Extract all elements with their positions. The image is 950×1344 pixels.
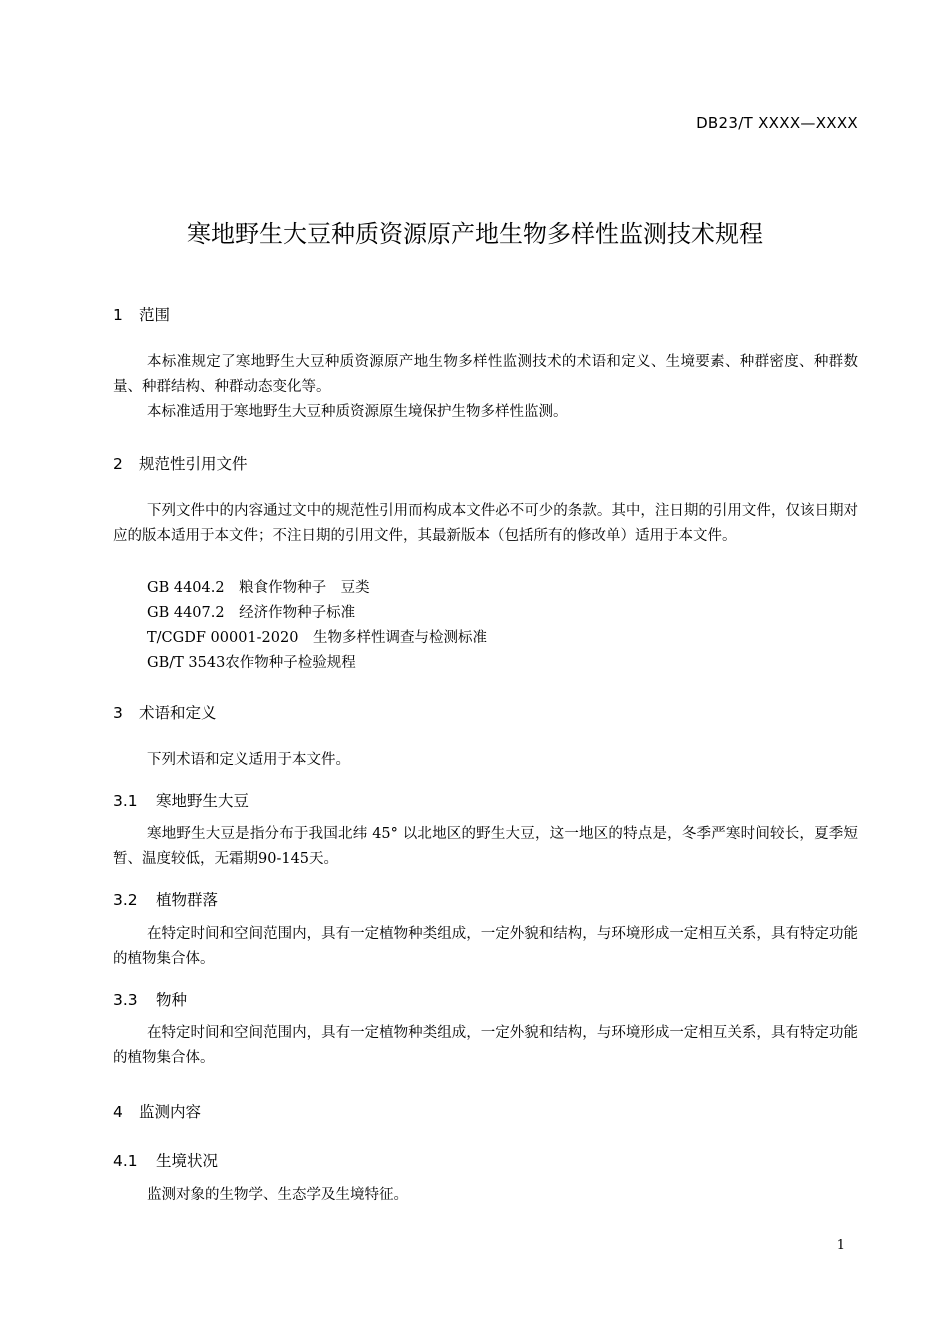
section-title: 术语和定义	[139, 704, 217, 722]
subsection-4-1-heading	[113, 1149, 218, 1171]
section-title: 范围	[139, 306, 171, 324]
section-1-paragraph-1: 本标准规定了寒地野生大豆种质资源原产地生物多样性监测技术的术语和定义、生境要素、种群密度、种群数量、种群结构、种群动态变化等。	[113, 354, 858, 395]
document-number: DB23/T XXXX—XXXX	[696, 114, 858, 132]
section-number: 4	[113, 1103, 123, 1121]
subsection-number: 3.3	[113, 991, 138, 1009]
subsection-title: 生境状况	[156, 1152, 219, 1170]
subsection-number: 3.2	[113, 891, 138, 909]
section-2-heading	[113, 452, 248, 474]
subsection-3-2-paragraph: 在特定时间和空间范围内，具有一定植物种类组成，一定外貌和结构，与环境形成一定相互关系，具有特定功能的植物集合体。	[113, 926, 858, 967]
subsection-3-2-heading	[113, 888, 218, 910]
section-number: 2	[113, 455, 123, 473]
page-number: 1	[836, 1238, 845, 1253]
normative-reference: GB 4404.2 粮食作物种子 豆类	[147, 580, 370, 596]
normative-reference: GB 4407.2 经济作物种子标准	[147, 605, 356, 621]
normative-reference: T/CGDF 00001-2020 生物多样性调查与检测标准	[147, 630, 487, 646]
subsection-3-3-heading	[113, 988, 187, 1010]
document-title: 寒地野生大豆种质资源原产地生物多样性监测技术规程	[187, 220, 763, 248]
normative-reference: GB/T 3543农作物种子检验规程	[147, 655, 356, 671]
section-title: 监测内容	[139, 1103, 202, 1121]
subsection-number: 3.1	[113, 792, 138, 810]
subsection-title: 植物群落	[156, 891, 219, 909]
section-4-heading	[113, 1100, 201, 1122]
subsection-3-1-paragraph: 寒地野生大豆是指分布于我国北纬 45° 以北地区的野生大豆，这一地区的特点是，冬季严寒时间较长，夏季短暂、温度较低，无霜期90-145天。	[113, 826, 858, 867]
subsection-4-1-paragraph: 监测对象的生物学、生态学及生境特征。	[147, 1187, 408, 1203]
section-2-paragraph-1: 下列文件中的内容通过文中的规范性引用而构成本文件必不可少的条款。其中，注日期的引用文件，仅该日期对应的版本适用于本文件；不注日期的引用文件，其最新版本（包括所有的修改单）适用于本文件。	[113, 503, 858, 544]
subsection-3-3-paragraph: 在特定时间和空间范围内，具有一定植物种类组成，一定外貌和结构，与环境形成一定相互关系，具有特定功能的植物集合体。	[113, 1025, 858, 1066]
subsection-number: 4.1	[113, 1152, 138, 1170]
section-3-paragraph-1: 下列术语和定义适用于本文件。	[147, 752, 350, 768]
subsection-title: 寒地野生大豆	[156, 792, 250, 810]
section-1-paragraph-2: 本标准适用于寒地野生大豆种质资源原生境保护生物多样性监测。	[147, 404, 568, 420]
section-number: 1	[113, 306, 123, 324]
section-3-heading	[113, 701, 217, 723]
section-title: 规范性引用文件	[139, 455, 248, 473]
subsection-title: 物种	[156, 991, 188, 1009]
subsection-3-1-heading	[113, 789, 249, 811]
section-number: 3	[113, 704, 123, 722]
section-1-heading	[113, 303, 170, 325]
